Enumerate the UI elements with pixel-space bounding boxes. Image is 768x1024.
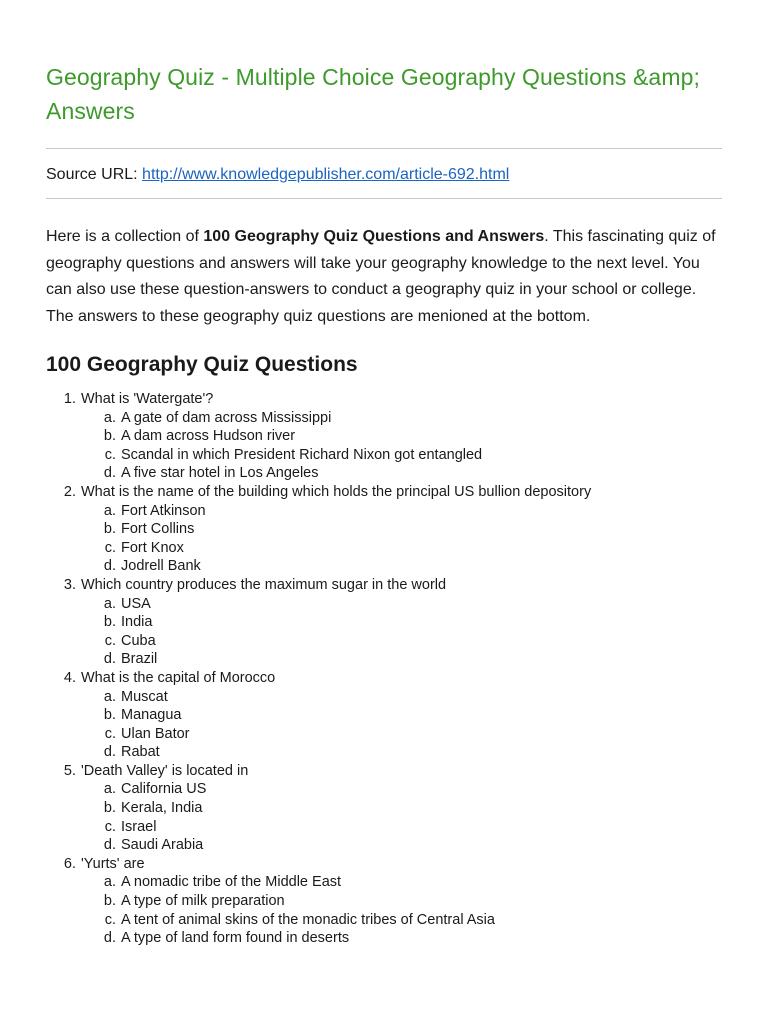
option-item bbox=[46, 706, 722, 725]
divider-bottom bbox=[46, 198, 722, 199]
option-text: Ulan Bator bbox=[121, 725, 190, 742]
intro-text-bold: 100 Geography Quiz Questions and Answers bbox=[203, 228, 545, 245]
question-text: What is 'Watergate'? bbox=[81, 391, 214, 407]
divider-top bbox=[46, 148, 722, 149]
question-number: 5. bbox=[63, 762, 76, 779]
option-letter: d. bbox=[103, 651, 116, 668]
option-item bbox=[46, 613, 722, 632]
option-text: Managua bbox=[121, 707, 182, 724]
option-text: Scandal in which President Richard Nixon got entangled bbox=[121, 446, 483, 463]
option-letter: d. bbox=[103, 744, 116, 761]
intro-text-after: . This fascinating quiz of geography questions and answers will take your geography knowledge to the next level. You can also use these question-answers to conduct a geography quiz in your school or college. The answers to these geography quiz questions are menioned at the bottom. bbox=[46, 228, 716, 325]
option-item bbox=[46, 799, 722, 818]
question-text: What is the name of the building which holds the principal US bullion depository bbox=[81, 483, 592, 500]
source-label: Source URL: bbox=[46, 166, 143, 183]
intro-paragraph bbox=[46, 224, 722, 330]
option-list bbox=[46, 502, 722, 576]
option-letter: a. bbox=[103, 595, 116, 612]
option-text: A type of milk preparation bbox=[121, 893, 285, 910]
option-item bbox=[46, 502, 722, 521]
question-item bbox=[46, 855, 722, 948]
option-item bbox=[46, 725, 722, 744]
question-number: 2. bbox=[63, 483, 76, 500]
question-number: 1. bbox=[63, 391, 76, 407]
option-item bbox=[46, 427, 722, 446]
option-item bbox=[46, 743, 722, 762]
option-letter: c. bbox=[104, 818, 116, 835]
option-letter: d. bbox=[103, 558, 116, 575]
option-text: Jodrell Bank bbox=[121, 558, 201, 575]
option-list bbox=[46, 595, 722, 669]
option-letter: a. bbox=[103, 688, 116, 705]
question-number: 4. bbox=[63, 669, 76, 686]
option-item bbox=[46, 650, 722, 669]
question-text: What is the capital of Morocco bbox=[81, 669, 276, 686]
option-text: India bbox=[121, 614, 153, 631]
intro-text-before: Here is a collection of bbox=[46, 228, 204, 245]
option-list bbox=[46, 409, 722, 483]
option-item bbox=[46, 818, 722, 837]
option-text: Saudi Arabia bbox=[121, 837, 204, 854]
question-item bbox=[46, 669, 722, 762]
option-letter: d. bbox=[103, 930, 116, 947]
option-list bbox=[46, 873, 722, 947]
option-letter: c. bbox=[104, 911, 116, 928]
option-letter: a. bbox=[103, 502, 116, 519]
source-line bbox=[46, 165, 722, 185]
question-item bbox=[46, 390, 722, 483]
question-row bbox=[46, 669, 722, 688]
page-title: Geography Quiz - Multiple Choice Geography Questions &amp; Answers bbox=[46, 64, 700, 124]
option-letter: c. bbox=[104, 539, 116, 556]
option-letter: c. bbox=[104, 632, 116, 649]
option-item bbox=[46, 873, 722, 892]
option-text: A nomadic tribe of the Middle East bbox=[121, 874, 342, 891]
option-letter: c. bbox=[104, 446, 116, 463]
option-text: Fort Knox bbox=[121, 539, 184, 556]
option-letter: b. bbox=[103, 428, 116, 445]
question-row bbox=[46, 576, 722, 595]
question-row bbox=[46, 483, 722, 502]
question-list bbox=[46, 390, 722, 948]
option-item bbox=[46, 557, 722, 576]
option-letter: b. bbox=[103, 893, 116, 910]
option-text: Fort Atkinson bbox=[121, 502, 206, 519]
option-letter: c. bbox=[104, 725, 116, 742]
option-item bbox=[46, 409, 722, 428]
option-letter: b. bbox=[103, 707, 116, 724]
option-item bbox=[46, 688, 722, 707]
option-text: USA bbox=[121, 595, 151, 612]
option-letter: b. bbox=[103, 521, 116, 538]
option-text: A five star hotel in Los Angeles bbox=[121, 465, 319, 482]
question-number: 6. bbox=[63, 855, 76, 872]
option-list bbox=[46, 688, 722, 762]
option-item bbox=[46, 539, 722, 558]
option-letter: d. bbox=[103, 465, 116, 482]
option-item bbox=[46, 836, 722, 855]
option-letter: a. bbox=[103, 874, 116, 891]
question-text: 'Yurts' are bbox=[81, 855, 145, 872]
question-number: 3. bbox=[63, 576, 76, 593]
option-text: Rabat bbox=[121, 744, 160, 761]
question-row bbox=[46, 855, 722, 874]
option-text: A tent of animal skins of the monadic tribes of Central Asia bbox=[121, 911, 495, 928]
question-text: Which country produces the maximum sugar in the world bbox=[81, 576, 447, 593]
option-item bbox=[46, 780, 722, 799]
option-text: Muscat bbox=[121, 688, 168, 705]
option-text: A gate of dam across Mississippi bbox=[121, 409, 332, 426]
question-item bbox=[46, 576, 722, 669]
option-text: Cuba bbox=[121, 632, 156, 649]
question-text: 'Death Valley' is located in bbox=[81, 762, 249, 779]
section-heading: 100 Geography Quiz Questions bbox=[46, 353, 358, 376]
option-text: A type of land form found in deserts bbox=[121, 930, 350, 947]
option-item bbox=[46, 446, 722, 465]
source-url-link[interactable]: http://www.knowledgepublisher.com/article-692.html bbox=[142, 166, 510, 183]
question-item bbox=[46, 762, 722, 855]
option-letter: b. bbox=[103, 614, 116, 631]
option-list bbox=[46, 780, 722, 854]
option-text: Fort Collins bbox=[121, 521, 195, 538]
question-item bbox=[46, 483, 722, 576]
document-page bbox=[46, 0, 722, 948]
option-item bbox=[46, 595, 722, 614]
option-letter: d. bbox=[103, 837, 116, 854]
option-text: A dam across Hudson river bbox=[121, 428, 296, 445]
option-letter: b. bbox=[103, 800, 116, 817]
option-item bbox=[46, 911, 722, 930]
option-item bbox=[46, 892, 722, 911]
option-item bbox=[46, 520, 722, 539]
question-row bbox=[46, 762, 722, 781]
option-letter: a. bbox=[103, 409, 116, 426]
option-letter: a. bbox=[103, 781, 116, 798]
option-item bbox=[46, 632, 722, 651]
option-text: Brazil bbox=[121, 651, 158, 668]
option-text: Kerala, India bbox=[121, 800, 203, 817]
question-row bbox=[46, 390, 722, 409]
option-item bbox=[46, 929, 722, 948]
option-item bbox=[46, 464, 722, 483]
option-text: Israel bbox=[121, 818, 157, 835]
option-text: California US bbox=[121, 781, 207, 798]
